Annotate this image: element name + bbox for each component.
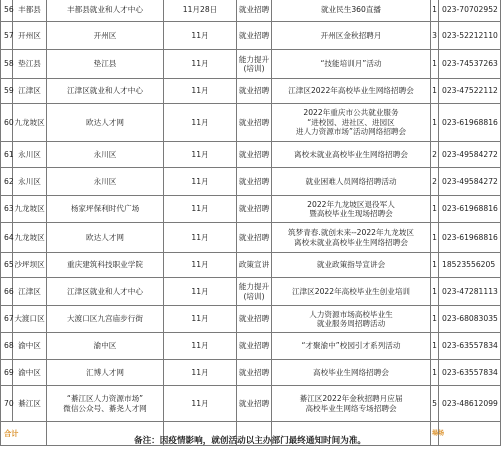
cell-line: “綦江区人力资源市场”	[66, 394, 144, 404]
activity-type-cell	[237, 104, 272, 142]
organizer-cell: 渝中区	[47, 333, 164, 360]
district-cell: 大渡口区	[13, 306, 47, 333]
table-row	[1, 333, 501, 360]
session-count-cell: 1	[431, 79, 439, 104]
date-cell: 11月	[164, 223, 237, 253]
district-cell: 永川区	[13, 142, 47, 168]
organizer-cell: 永川区	[47, 142, 164, 168]
activity-name-cell	[272, 196, 431, 223]
activity-name-cell	[272, 278, 431, 306]
row-number-cell: 59	[1, 79, 13, 104]
contact-phone-cell: 023-49584272	[439, 142, 501, 168]
table-row	[1, 253, 501, 278]
activity-type-cell	[237, 142, 272, 168]
table-row	[1, 386, 501, 422]
date-cell: 11月	[164, 253, 237, 278]
cell-line: (培训)	[243, 64, 265, 73]
table-row	[1, 306, 501, 333]
table-body	[1, 0, 501, 446]
cell-line: 离校未就业高校毕业生网络招聘会	[294, 237, 408, 247]
date-cell: 11月	[164, 278, 237, 306]
cell-line: 就业困难人员网络招聘活动	[305, 176, 397, 186]
activity-name-cell	[272, 79, 431, 104]
date-cell: 11月	[164, 22, 237, 50]
cell-line: 高校毕业生网络专场招聘会	[305, 403, 397, 413]
activity-type-cell	[237, 360, 272, 386]
date-cell: 11月	[164, 306, 237, 333]
table-row	[1, 104, 501, 142]
contact-phone-cell: 023-68083035	[439, 306, 501, 333]
cell-line: 就业招聘	[238, 117, 270, 127]
activity-type-cell	[237, 79, 272, 104]
activity-type-cell	[237, 306, 272, 333]
cell-line: (培训)	[243, 291, 265, 301]
cell-line: 就业政策指导宣讲会	[316, 260, 386, 270]
cell-line: “进校园、进社区、进园区	[307, 117, 395, 127]
row-number-cell: 62	[1, 168, 13, 196]
cell-line: 进人力资源市场”活动网络招聘会	[295, 127, 407, 137]
cell-line: 开州区金秋招聘月	[320, 30, 382, 40]
cell-line: 就业民生360直播	[320, 4, 382, 14]
cell-line: 离校未就业高校毕业生网络招聘会	[294, 149, 408, 159]
row-number-cell: 58	[1, 50, 13, 79]
district-cell: 渝中区	[13, 360, 47, 386]
cell-line: 微信公众号、綦尧人才网	[63, 403, 147, 413]
session-count-cell: 1	[431, 0, 439, 22]
session-count-cell: 2	[431, 142, 439, 168]
contact-phone-cell: 023-48612099	[439, 386, 501, 422]
activity-type-cell	[237, 278, 272, 306]
session-count-cell: 1	[431, 253, 439, 278]
activity-type-cell	[237, 253, 272, 278]
contact-phone-cell: 18523556205	[439, 253, 501, 278]
contact-phone-cell: 023-47281113	[439, 278, 501, 306]
row-number-cell: 67	[1, 306, 13, 333]
row-number-cell: 57	[1, 22, 13, 50]
cell-line: 綦江区2022年金秋招聘月应届	[299, 394, 403, 404]
date-cell: 11月	[164, 142, 237, 168]
table-row	[1, 22, 501, 50]
row-number-cell: 63	[1, 196, 13, 223]
contact-phone-cell: 023-61968816	[439, 196, 501, 223]
session-count-cell: 1	[431, 196, 439, 223]
cell-line: 江津区2022年高校毕业生创业培训	[291, 286, 411, 296]
table-row	[1, 196, 501, 223]
cell-line: “技能培训月”活动	[320, 59, 382, 69]
activity-type-cell	[237, 50, 272, 79]
cell-line: 就业招聘	[238, 398, 270, 408]
cell-line: 高校毕业生网络招聘会	[313, 367, 389, 377]
district-cell: 沙坪坝区	[13, 253, 47, 278]
session-count-cell: 1	[431, 223, 439, 253]
session-count-cell: 1	[431, 333, 439, 360]
row-number-cell: 69	[1, 360, 13, 386]
cell-line: 就业招聘	[238, 367, 270, 377]
table-row	[1, 223, 501, 253]
session-count-cell: 1	[431, 306, 439, 333]
session-count-cell: 1	[431, 104, 439, 142]
cell-line: 暨高校毕业生现场招聘会	[309, 209, 393, 218]
activity-type-cell	[237, 333, 272, 360]
date-cell: 11月	[164, 386, 237, 422]
district-cell: 江津区	[13, 278, 47, 306]
activity-name-cell	[272, 253, 431, 278]
cell-line: 就业招聘	[238, 341, 270, 351]
district-cell: 九龙坡区	[13, 196, 47, 223]
date-cell: 11月	[164, 104, 237, 142]
activity-name-cell	[272, 0, 431, 22]
row-number-cell: 68	[1, 333, 13, 360]
table-row	[1, 142, 501, 168]
cell-line: 就业招聘	[238, 30, 270, 40]
cell-line: 就业招聘	[238, 176, 270, 186]
activity-type-cell	[237, 196, 272, 223]
cell-line: 就业招聘	[238, 4, 270, 14]
organizer-cell: 江津区就业和人才中心	[47, 79, 164, 104]
cell-line: 就业招聘	[238, 149, 270, 159]
contact-phone-cell: 023-61968816	[439, 104, 501, 142]
organizer-cell: 江津区就业和人才中心	[47, 278, 164, 306]
cell-line: 筑梦青春.就创未来--2022年九龙坡区	[288, 228, 414, 238]
session-count-cell: 3	[431, 22, 439, 50]
contact-phone-cell: 023-63557834	[439, 333, 501, 360]
row-number-cell: 66	[1, 278, 13, 306]
cell-line: 人力资源市场高校毕业生	[309, 309, 393, 319]
row-number-cell: 64	[1, 223, 13, 253]
activity-name-cell	[272, 386, 431, 422]
table-row	[1, 360, 501, 386]
date-cell: 11月	[164, 360, 237, 386]
activity-name-cell	[272, 306, 431, 333]
activity-type-cell	[237, 168, 272, 196]
activity-name-cell	[272, 168, 431, 196]
date-cell: 11月	[164, 196, 237, 223]
district-cell: 渝中区	[13, 333, 47, 360]
table-row	[1, 168, 501, 196]
cell-line: 就业招聘	[238, 204, 270, 214]
row-number-cell: 56	[1, 0, 13, 22]
contact-phone-cell: 023-52212110	[439, 22, 501, 50]
cell-line: 2022年九龙坡区退役军人	[307, 199, 395, 209]
district-cell: 开州区	[13, 22, 47, 50]
activity-name-cell	[272, 50, 431, 79]
date-cell: 11月	[164, 333, 237, 360]
activity-name-cell	[272, 104, 431, 142]
organizer-cell: 永川区	[47, 168, 164, 196]
date-cell: 11月28日	[164, 0, 237, 22]
activity-type-cell	[237, 22, 272, 50]
district-cell: 垫江县	[13, 50, 47, 79]
date-cell: 11月	[164, 168, 237, 196]
district-cell: 永川区	[13, 168, 47, 196]
date-cell: 11月	[164, 79, 237, 104]
session-count-cell: 2	[431, 168, 439, 196]
contact-phone-cell: 023-61968816	[439, 223, 501, 253]
row-number-cell: 61	[1, 142, 13, 168]
row-number-cell: 65	[1, 253, 13, 278]
table-row	[1, 50, 501, 79]
activity-name-cell	[272, 223, 431, 253]
cell-line: 政策宣讲	[238, 260, 270, 270]
total-count-cell: 場场	[431, 422, 439, 446]
session-count-cell: 1	[431, 360, 439, 386]
organizer-cell: 开州区	[47, 22, 164, 50]
row-number-cell: 70	[1, 386, 13, 422]
organizer-cell: 丰都县就业和人才中心	[47, 0, 164, 22]
table-row	[1, 278, 501, 306]
cell-line: 就业招聘	[238, 314, 270, 324]
organizer-cell: 垫江县	[47, 50, 164, 79]
cell-line: 就业招聘	[238, 86, 270, 96]
cell-line: 2022年重庆市公共就业服务	[303, 108, 399, 118]
activity-type-cell	[237, 223, 272, 253]
organizer-cell: 汇博人才网	[47, 360, 164, 386]
organizer-cell	[47, 386, 164, 422]
organizer-cell: 杨家坪保利时代广场	[47, 196, 164, 223]
activity-name-cell	[272, 142, 431, 168]
activity-name-cell	[272, 22, 431, 50]
contact-phone-cell: 023-49584272	[439, 168, 501, 196]
district-cell: 九龙坡区	[13, 223, 47, 253]
session-count-cell: 5	[431, 386, 439, 422]
total-label: 合计	[1, 422, 47, 446]
contact-phone-cell: 023-47522112	[439, 79, 501, 104]
activity-type-cell	[237, 0, 272, 22]
organizer-cell: 欧达人才网	[47, 104, 164, 142]
district-cell: 江津区	[13, 79, 47, 104]
contact-phone-cell: 023-63557834	[439, 360, 501, 386]
district-cell: 九龙坡区	[13, 104, 47, 142]
table-row	[1, 0, 501, 22]
footnote: 备注：因疫情影响，就创活动以主办部门最终通知时间为准。	[133, 436, 367, 446]
cell-line: 就业服务周招聘活动	[316, 319, 386, 328]
organizer-cell: 重庆建筑科技职业学院	[47, 253, 164, 278]
cell-line: “才聚渝中”校园引才系列活动	[301, 341, 401, 351]
contact-phone-cell: 023-70702952	[439, 0, 501, 22]
session-count-cell: 1	[431, 50, 439, 79]
table-row	[1, 79, 501, 104]
district-cell: 丰都县	[13, 0, 47, 22]
organizer-cell: 欧达人才网	[47, 223, 164, 253]
district-cell: 綦江区	[13, 386, 47, 422]
activity-name-cell	[272, 360, 431, 386]
session-count-cell: 1	[431, 278, 439, 306]
cell-line: 江津区2022年高校毕业生网络招聘会	[288, 86, 414, 96]
row-number-cell: 60	[1, 104, 13, 142]
cell-line: 能力提升	[238, 282, 270, 292]
cell-line: 就业招聘	[238, 232, 270, 242]
date-cell: 11月	[164, 50, 237, 79]
contact-phone-cell: 023-74537263	[439, 50, 501, 79]
organizer-cell: 大渡口区九宫庙步行街	[47, 306, 164, 333]
activity-type-cell	[237, 386, 272, 422]
cell-line: 能力提升	[238, 54, 270, 64]
activity-name-cell	[272, 333, 431, 360]
